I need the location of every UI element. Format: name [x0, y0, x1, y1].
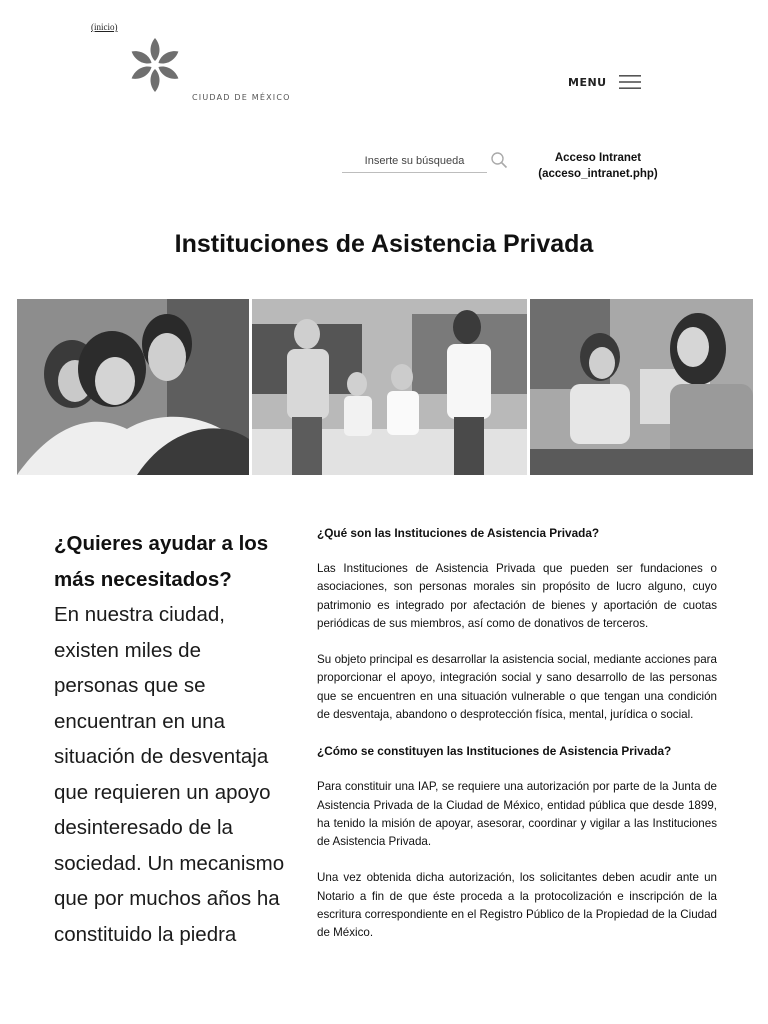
intranet-url: (acceso_intranet.php) — [538, 168, 658, 180]
intro-text — [54, 526, 286, 952]
inicio-link[interactable]: (inicio) — [91, 22, 118, 32]
family-photo-1 — [17, 299, 249, 475]
cdmx-flower-logo-icon[interactable] — [126, 36, 184, 94]
search-bar — [342, 150, 510, 174]
logo-text: CIUDAD DE MÉXICO — [192, 93, 291, 102]
menu-button[interactable] — [568, 74, 641, 90]
article-heading-1: ¿Qué son las Instituciones de Asistencia Privada? — [317, 526, 600, 540]
article-paragraph-3: Para constituir una IAP, se requiere una autorización por parte de la Junta de Asistencia Privada de la Ciudad de México, entidad pública que desde 1899, ha tenido la misión de apoyar, asesorar, coordinar y vigilar a las Instituciones de Asistencia Privada. — [317, 780, 717, 849]
intro-body: En nuestra ciudad, existen miles de personas que se encuentran en una situación de desventaja que requieren un apoyo desinteresado de la sociedad. Un mecanismo que por muchos años ha constituido la piedra — [54, 603, 285, 946]
family-photo-3 — [530, 299, 753, 475]
hamburger-icon — [619, 74, 641, 90]
family-photo-2 — [252, 299, 527, 475]
article-paragraph-2: Su objeto principal es desarrollar la asistencia social, mediante acciones para proporcionar el apoyo, integración social y sano desarrollo de las personas que se encuentren en una situación vulnerable o que tengan una condición de desventaja, abandono o desprotección física, mental, jurídica o social. — [317, 653, 717, 721]
article-paragraph-1: Las Instituciones de Asistencia Privada que pueden ser fundaciones o asociaciones, son personas morales sin propósito de lucro alguno, cuyo patrimonio es integrado por afectación de bienes y aportación de cuotas periódicas de sus miembros, así como de donativos de terceros. — [317, 562, 717, 630]
article-body — [317, 524, 717, 960]
menu-label: MENU — [568, 75, 607, 89]
intranet-link[interactable] — [528, 150, 668, 182]
search-icon[interactable] — [490, 151, 508, 169]
hero-banner — [17, 299, 753, 475]
intro-question: ¿Quieres ayudar a los más necesitados? — [54, 532, 269, 591]
page-title: Instituciones de Asistencia Privada — [174, 230, 594, 258]
intranet-label: Acceso Intranet — [554, 152, 642, 164]
search-input[interactable] — [342, 150, 487, 173]
article-heading-2: ¿Cómo se constituyen las Instituciones de Asistencia Privada? — [317, 744, 672, 759]
article-paragraph-4: Una vez obtenida dicha autorización, los solicitantes deben acudir ante un Notario a fin de que éste proceda a la protocolización e inscripción de la escritura correspondiente en el Registro Público de la Propiedad de la Ciudad de México. — [317, 871, 717, 940]
